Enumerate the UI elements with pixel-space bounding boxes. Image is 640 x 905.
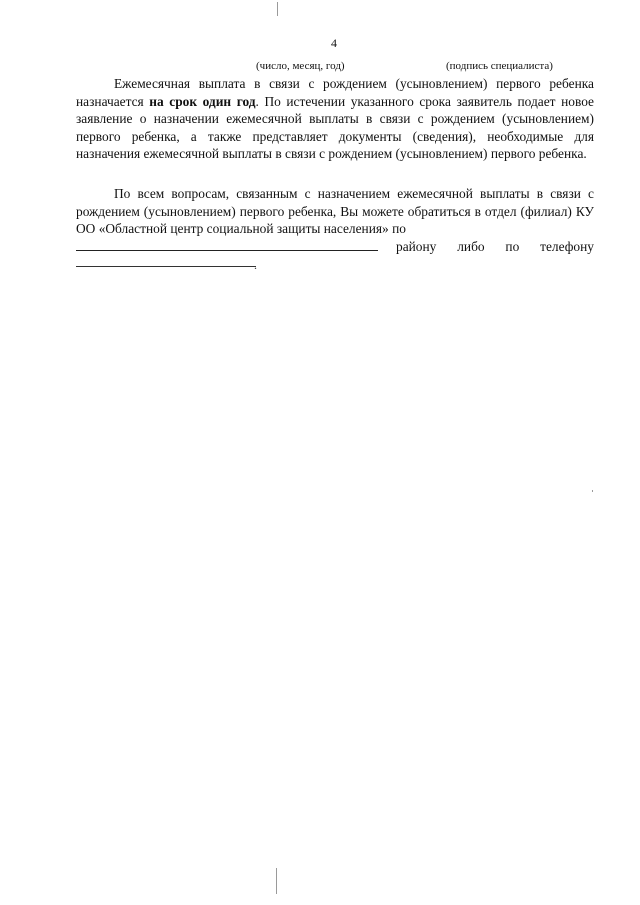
scan-mark-top (277, 2, 278, 16)
word-phone: телефону (540, 239, 594, 254)
date-caption: (число, месяц, год) (256, 60, 345, 72)
phone-blank-line (76, 266, 256, 267)
paragraph-contact-info (76, 185, 594, 238)
scan-mark-bottom (276, 868, 277, 894)
paragraph-payment-term (76, 75, 594, 163)
scan-dot-right (592, 490, 593, 492)
end-mark: . (254, 258, 257, 272)
district-phone-line (76, 238, 594, 256)
paragraph-1-lead-text: Ежемесячная выплата в связи с рождением (усыновлением) первого ребенка назначается (76, 76, 594, 109)
word-district: району (396, 239, 437, 254)
paragraph-1-rest-text: . По истечении указанного срока заявитель подает новое заявление о назначении ежемесячной выплаты в связи с рождением (усыновлением) первого ребенка, а также представляет документы (сведения), необходимые для назначения ежемесячной выплаты в связи с рождением (усыновлением) первого ребенка. (76, 93, 594, 162)
paragraph-2-text: По всем вопросам, связанным с назначением ежемесячной выплаты в связи с рождением (усыновлением) первого ребенка, Вы можете обратиться в отдел (филиал) КУ ОО «Областной центр социальной защиты населения» по (76, 186, 594, 237)
term-emphasis: на срок один год (149, 93, 256, 109)
page-number: 4 (331, 36, 337, 50)
word-by: по (505, 239, 520, 254)
district-blank-line (76, 250, 378, 251)
word-or: либо (457, 239, 485, 254)
signature-caption: (подпись специалиста) (446, 60, 553, 72)
district-phone-words (396, 238, 594, 256)
